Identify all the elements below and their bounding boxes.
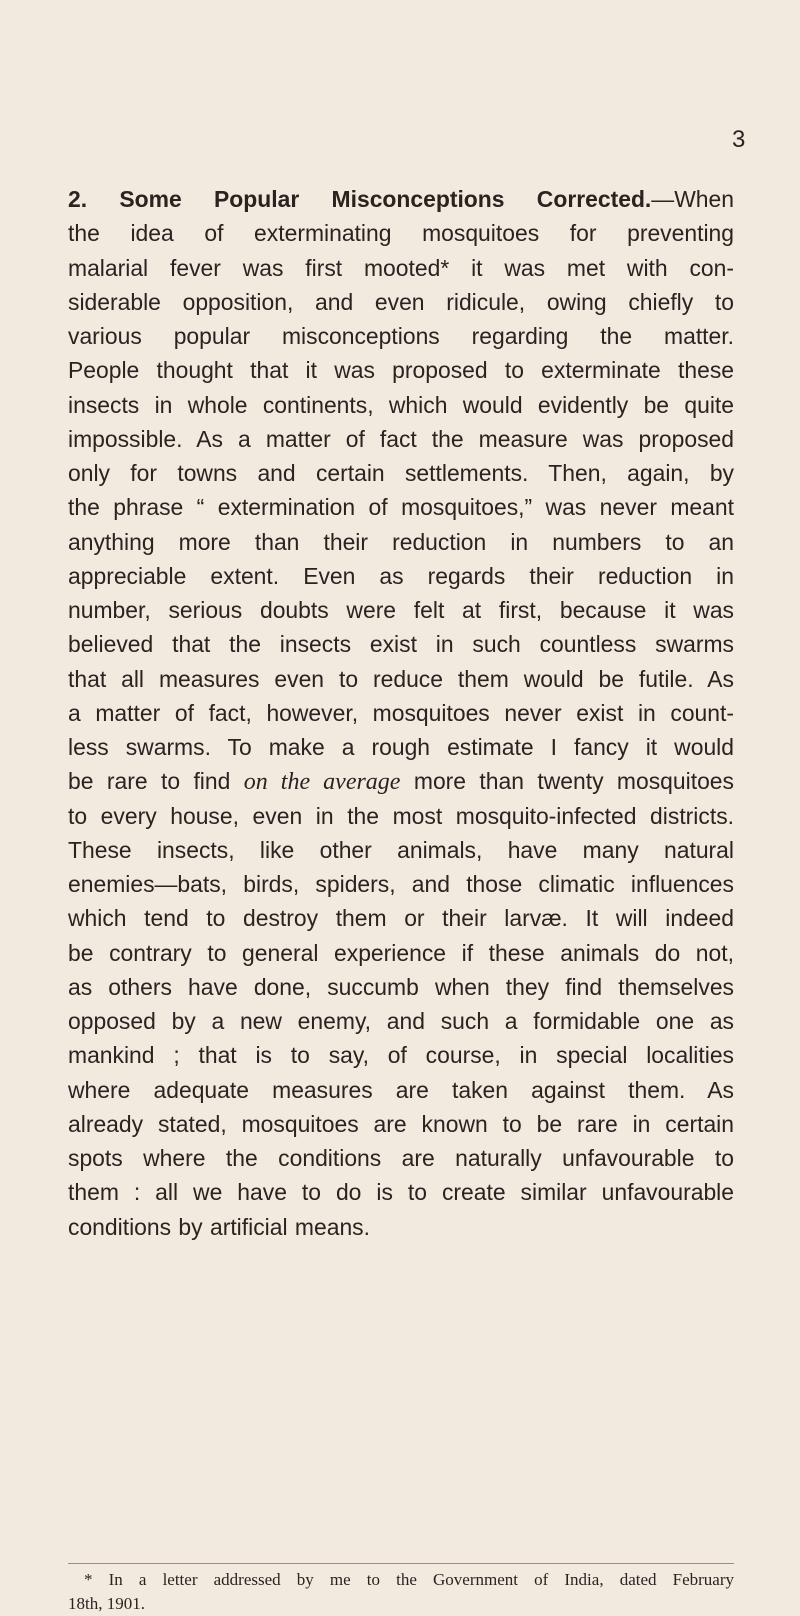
paragraph-line: the idea of exterminating mosquitoes for preventing — [68, 220, 734, 247]
paragraph-line: be contrary to general experience if these animals do not, — [68, 939, 734, 966]
paragraph-line: to every house, even in the most mosquito-infected districts. — [68, 802, 734, 829]
italic-emphasis: on the average — [243, 769, 401, 796]
paragraph-line: mankind ; that is to say, of course, in special localities — [68, 1042, 734, 1069]
paragraph-line: People thought that it was proposed to exterminate these — [68, 357, 734, 384]
line-text: —When — [651, 186, 734, 212]
footnote-line: * In a letter addressed by me to the Government of India, dated February — [84, 1570, 734, 1589]
line-text: more than twenty mosquitoes — [413, 768, 734, 795]
paragraph-line: number, serious doubts were felt at first, because it was — [68, 597, 734, 623]
paragraph-line: a matter of fact, however, mosquitoes never exist in count- — [68, 699, 734, 726]
footnote-divider — [68, 1563, 734, 1564]
main-paragraph — [68, 182, 734, 1244]
paragraph-line: These insects, like other animals, have many natural — [68, 836, 734, 863]
paragraph-line — [68, 764, 734, 798]
footnote — [68, 1568, 734, 1616]
paragraph-line: various popular misconceptions regarding the matter. — [68, 323, 734, 349]
paragraph-line: conditions by artificial means. — [68, 1213, 370, 1240]
paragraph-line: siderable opposition, and even ridicule, owing chiefly to — [68, 288, 734, 315]
paragraph-line: them : all we have to do is to create similar unfavourable — [68, 1179, 734, 1206]
paragraph-line: less swarms. To make a rough estimate I fancy it would — [68, 734, 734, 760]
paragraph-line — [68, 182, 734, 216]
page-number: 3 — [732, 126, 746, 153]
paragraph-line: as others have done, succumb when they find themselves — [68, 973, 734, 1000]
paragraph-line: spots where the conditions are naturally unfavourable to — [68, 1145, 734, 1171]
paragraph-line: malarial fever was first mooted* it was met with con- — [68, 254, 734, 281]
paragraph-line: impossible. As a matter of fact the measure was proposed — [68, 425, 734, 452]
paragraph-line: enemies—bats, birds, spiders, and those climatic influences — [68, 871, 734, 897]
paragraph-line: which tend to destroy them or their larvæ. It will indeed — [68, 905, 734, 932]
paragraph-line: that all measures even to reduce them would be futile. As — [68, 665, 734, 692]
paragraph-line: anything more than their reduction in numbers to an — [68, 528, 734, 555]
paragraph-line: only for towns and certain settlements. Then, again, by — [68, 460, 734, 486]
paragraph-line: believed that the insects exist in such countless swarms — [68, 631, 734, 658]
paragraph-line: where adequate measures are taken against them. As — [68, 1076, 734, 1103]
section-heading: 2. Some Popular Misconceptions Corrected. — [68, 186, 652, 212]
paragraph-line: opposed by a new enemy, and such a formidable one as — [68, 1008, 734, 1034]
paragraph-line: the phrase “ extermination of mosquitoes,” was never meant — [68, 494, 734, 521]
paragraph-line: insects in whole continents, which would evidently be quite — [68, 391, 734, 418]
paragraph-line: appreciable extent. Even as regards their reduction in — [68, 562, 734, 589]
line-text: be rare to find — [68, 768, 231, 795]
paragraph-line: already stated, mosquitoes are known to be rare in certain — [68, 1110, 734, 1137]
footnote-line: 18th, 1901. — [68, 1594, 145, 1613]
